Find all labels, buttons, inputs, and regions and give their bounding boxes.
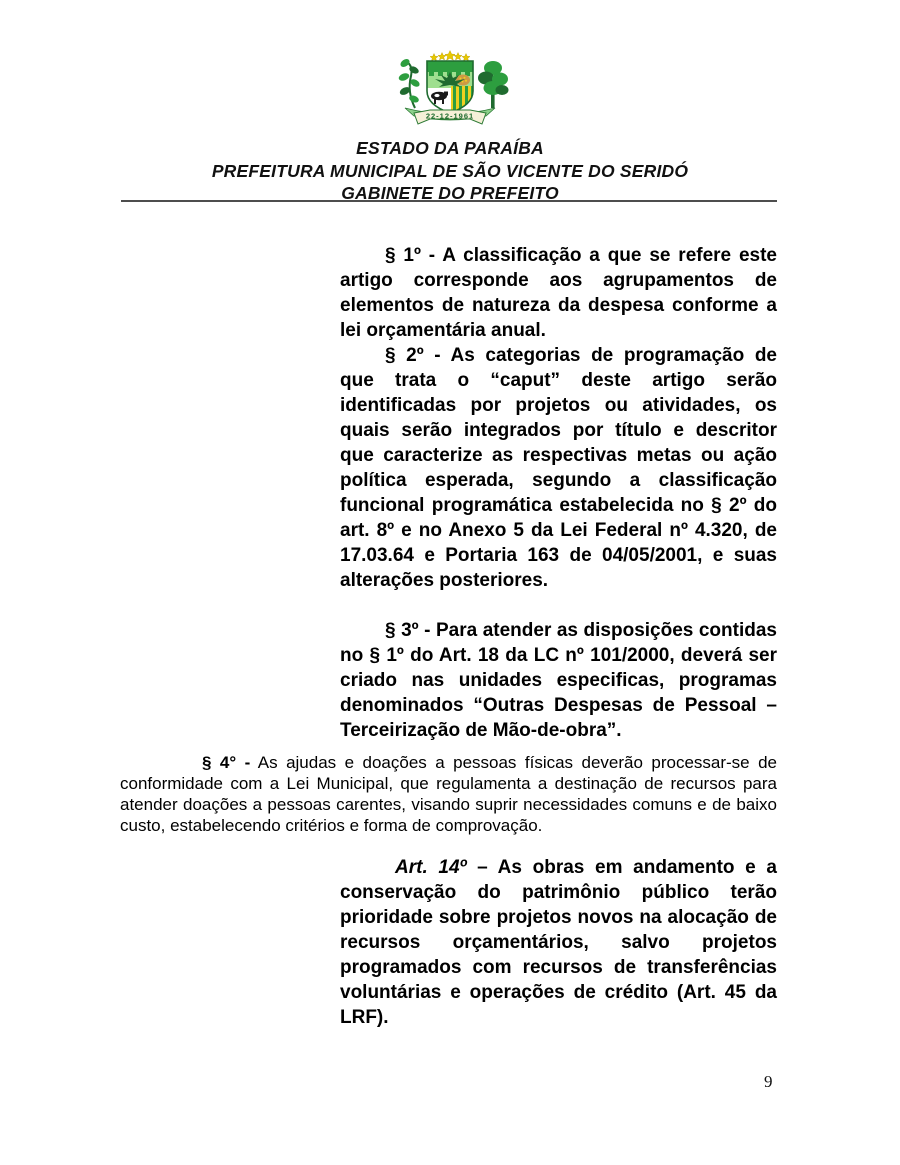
left-branch-icon: [398, 57, 421, 108]
emblem-ribbon: [414, 110, 486, 124]
letterhead-state: ESTADO DA PARAÍBA: [356, 138, 544, 158]
paragraph-1-text: A classificação a que se refere este artigo corresponde aos agrupamentos de elementos de natureza da despesa conforme a lei orçamentária anual.: [340, 245, 777, 341]
paragraph-4: [120, 752, 777, 836]
paragraph-2: [340, 343, 777, 593]
paragraph-5-lead: Art. 14º: [395, 857, 467, 878]
letterhead-office: GABINETE DO PREFEITO: [341, 183, 559, 203]
letterhead: [0, 137, 900, 205]
emblem-shield: [427, 61, 473, 113]
paragraph-1-lead: § 1º -: [385, 245, 436, 266]
header-divider: [121, 200, 777, 202]
municipal-coat-of-arms: [384, 50, 516, 132]
paragraph-1: [340, 243, 777, 343]
page-number: 9: [764, 1072, 773, 1091]
paragraph-3-lead: § 3º -: [385, 620, 431, 641]
paragraph-3: [340, 618, 777, 743]
paragraph-4-text: As ajudas e doações a pessoas físicas deverão processar-se de conformidade com a Lei Municipal, que regulamenta a destinação de recursos para atender doações a pessoas carentes, visando suprir necessidades comuns e de baixo custo, estabelecendo critérios e forma de comprovação.: [120, 753, 777, 835]
right-tree-icon: [478, 61, 509, 108]
paragraph-2-text: As categorias de programação de que trata o “caput” deste artigo serão identificadas por projetos ou atividades, os quais serão integrados por título e descritor que caracterize as respectivas metas ou ação política esperada, segundo a classificação funcional programática estabelecida no § 2º do art. 8º e no Anexo 5 da Lei Federal nº 4.320, de 17.03.64 e Portaria 163 de 04/05/2001, e suas alterações posteriores.: [340, 345, 778, 591]
paragraph-3-text: Para atender as disposições contidas no § 1º do Art. 18 da LC nº 101/2000, deverá ser criado nas unidades especificas, programas denominados “Outras Despesas de Pessoal – Terceirização de Mão-de-obra”.: [340, 620, 777, 741]
paragraph-2-lead: § 2º -: [385, 345, 441, 366]
ribbon-date: 22-12-1961: [425, 111, 475, 121]
paragraph-4-lead: § 4° -: [202, 753, 251, 772]
paragraph-5: [340, 855, 777, 1030]
paragraph-5-text: – As obras em andamento e a conservação do patrimônio público terão prioridade sobre projetos novos na alocação de recursos orçamentários, salvo projetos programados com recursos de transferências voluntárias e operações de crédito (Art. 45 da LRF).: [340, 857, 777, 1028]
stars-icon: [430, 51, 470, 62]
letterhead-municipality: PREFEITURA MUNICIPAL DE SÃO VICENTE DO SERIDÓ: [211, 160, 689, 181]
document-body: [120, 243, 777, 1030]
